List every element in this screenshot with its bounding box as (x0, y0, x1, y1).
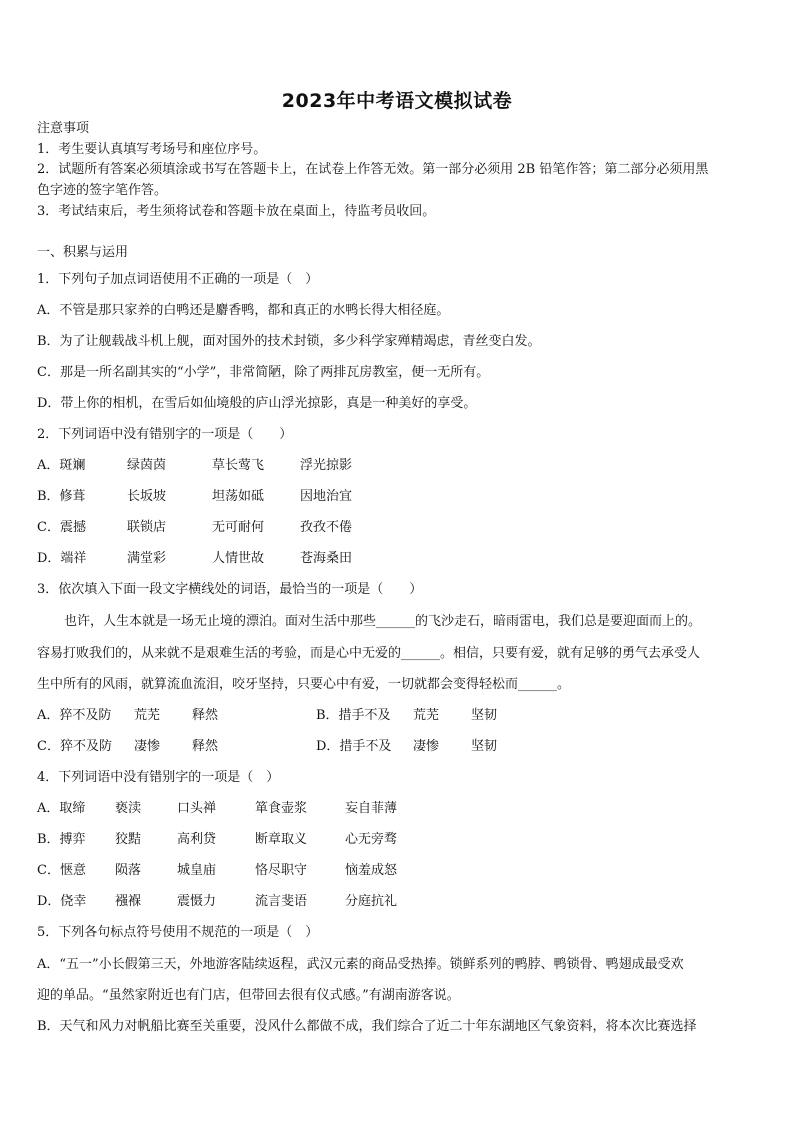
option-line (37, 801, 397, 817)
option-word: C．震撼 (37, 520, 86, 535)
option-word: 流言斐语 (255, 894, 308, 909)
option-word: 释然 (192, 739, 219, 754)
option-word: 口头禅 (177, 801, 217, 816)
option-word: C．猝不及防 (37, 739, 112, 754)
option-word: 荒芜 (134, 708, 161, 723)
question-stem: 3．依次填入下面一段文字横线处的词语，最恰当的一项是（ ） (37, 582, 423, 597)
option-word: 凄惨 (134, 739, 161, 754)
option-line (316, 739, 497, 755)
option-word: 孜孜不倦 (300, 520, 353, 535)
option-line (37, 863, 397, 879)
option-word: B．措手不及 (316, 708, 391, 723)
option-word: 分庭抗礼 (345, 894, 398, 909)
option-word: 箪食壶浆 (255, 801, 308, 816)
option-line (37, 832, 397, 848)
option-word: D．端祥 (37, 551, 87, 566)
option-line: 迎的单品。“虽然家附近也有门店，但带回去很有仪式感。”有湖南游客说。 (37, 988, 460, 1003)
option-word: 心无旁骛 (345, 832, 398, 847)
notice-item: 色字迹的签字笔作答。 (37, 183, 168, 198)
option-word: 草长莺飞 (212, 458, 265, 473)
option-word: 浮光掠影 (300, 458, 353, 473)
option-word: 无可耐何 (212, 520, 265, 535)
option-word: 坚韧 (471, 739, 498, 754)
page-title: 2023年中考语文模拟试卷 (281, 90, 513, 112)
option-word: C．惬意 (37, 863, 86, 878)
notice-item: 2．试题所有答案必须填涂或书写在答题卡上，在试卷上作答无效。第一部分必须用 2B 铅笔作答；第二部分必须用黑 (37, 162, 709, 177)
option-word: B．修葺 (37, 489, 86, 504)
option-line: A．不管是那只家养的白鸭还是麝香鸭，都和真正的水鸭长得大相径庭。 (37, 303, 450, 318)
passage-line: 容易打败我们的，从来就不是艰难生活的考验，而是心中无爱的______。相信，只要有爱，就有足够的勇气去承受人 (37, 646, 701, 661)
question-stem: 2．下列词语中没有错别字的一项是（ ） (37, 427, 293, 442)
notice-item: 1．考生要认真填写考场号和座位序号。 (37, 142, 267, 157)
option-word: 妄自菲薄 (345, 801, 398, 816)
option-word: 坚韧 (471, 708, 498, 723)
option-word: 绿茵茵 (127, 458, 167, 473)
option-word: 城皇庙 (177, 863, 217, 878)
option-line (316, 708, 497, 724)
option-word: B．搏弈 (37, 832, 86, 847)
option-word: 襁褓 (115, 894, 142, 909)
option-word: 狡黠 (115, 832, 142, 847)
question-stem: 5．下列各句标点符号使用不规范的一项是（ ） (37, 925, 319, 940)
question-stem: 1．下列句子加点词语使用不正确的一项是（ ） (37, 272, 319, 287)
option-word: A．猝不及防 (37, 708, 112, 723)
option-line (37, 739, 218, 755)
option-line (37, 489, 352, 505)
option-word: 长坂坡 (127, 489, 167, 504)
option-line (37, 551, 352, 567)
option-word: 苍海桑田 (300, 551, 353, 566)
option-line (37, 708, 218, 724)
option-word: 凄惨 (413, 739, 440, 754)
option-word: 因地治宜 (300, 489, 353, 504)
option-word: A．斑斓 (37, 458, 86, 473)
option-word: D．措手不及 (316, 739, 392, 754)
option-word: 高利贷 (177, 832, 217, 847)
option-word: 联锁店 (127, 520, 167, 535)
notice-heading: 注意事项 (37, 121, 90, 136)
option-word: A．取缔 (37, 801, 86, 816)
question-stem: 4．下列词语中没有错别字的一项是（ ） (37, 770, 280, 785)
passage-line: 生中所有的风雨，就算流血流泪，咬牙坚持，只要心中有爱，一切就都会变得轻松而______。 (37, 677, 571, 692)
option-line (37, 458, 352, 474)
option-line (37, 520, 352, 536)
option-line: A．“五一”小长假第三天，外地游客陆续返程，武汉元素的商品受热捧。锁鲜系列的鸭脖、鸭锁骨、鸭翅成最受欢 (37, 957, 684, 972)
option-line (37, 894, 397, 910)
option-line: C．那是一所名副其实的“小学”，非常简陋，除了两排瓦房教室，便一无所有。 (37, 365, 490, 380)
option-line: B．天气和风力对帆船比赛至关重要，没风什么都做不成，我们综合了近二十年东湖地区气象资料，将本次比赛选择 (37, 1019, 697, 1034)
option-word: 恼羞成怒 (345, 863, 398, 878)
option-word: 释然 (192, 708, 219, 723)
option-line: B．为了让舰载战斗机上舰，面对国外的技术封锁，多少科学家殚精竭虑，青丝变白发。 (37, 334, 541, 349)
section-heading: 一、积累与运用 (37, 245, 129, 260)
option-word: 断章取义 (255, 832, 308, 847)
option-line: D．带上你的相机，在雪后如仙境般的庐山浮光掠影，真是一种美好的享受。 (37, 396, 477, 411)
option-word: 陨落 (115, 863, 142, 878)
option-word: 恪尽职守 (255, 863, 308, 878)
passage-line: 也许，人生本就是一场无止境的漂泊。面对生活中那些______的飞沙走石，暗雨雷电，我们总是要迎面而上的。 (64, 614, 702, 629)
option-word: 荒芜 (413, 708, 440, 723)
notice-item: 3．考试结束后，考生须将试卷和答题卡放在桌面上，待监考员收回。 (37, 204, 436, 219)
option-word: D．侥幸 (37, 894, 87, 909)
option-word: 满堂彩 (127, 551, 167, 566)
option-word: 人情世故 (212, 551, 265, 566)
option-word: 震慑力 (177, 894, 217, 909)
option-word: 亵渎 (115, 801, 142, 816)
option-word: 坦荡如砥 (212, 489, 265, 504)
